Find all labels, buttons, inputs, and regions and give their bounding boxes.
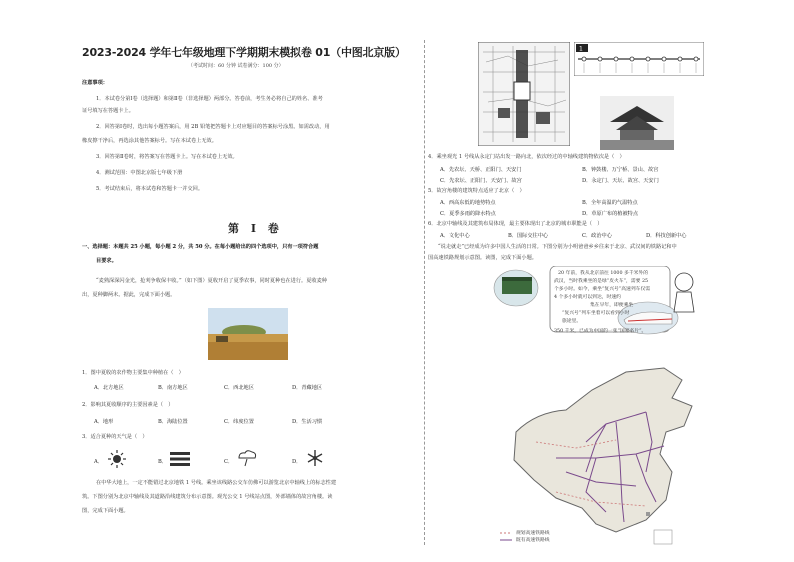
option-a[interactable]: A．西高东低的地势特点 [440,200,496,206]
option-d[interactable]: D．生活习惯 [292,419,323,425]
legend-existing-line: 既有高速铁路线 [516,538,550,543]
bus-route-station-map [574,42,704,76]
option-c[interactable]: C．先农坛、正阳门、天安门、故宫 [440,178,522,184]
snowflake-icon [306,449,324,467]
question-stem: 5．故宫角楼的建筑特点适应了北京（ ） [428,188,525,194]
part-one-instruction: 目要求。 [96,258,117,264]
option-b[interactable]: B． [158,459,167,465]
option-b[interactable]: B．海陆位置 [158,419,188,425]
speech-text: 20 年前，我从北京前往 1000 多千米外的 [558,271,649,276]
option-c[interactable]: C．纬度位置 [224,419,254,425]
question-stem: 1．图中夏收的农作物主要集中种植在（ ） [82,370,184,376]
question-stem: 4．乘坐观光 1 号线从永定门站出发一路向北，依次经过的中轴线建筑物依次是（ ） [428,154,625,160]
option-a[interactable]: A． [94,459,103,465]
notice-line: 证号填写在答题卡上。 [82,108,134,114]
option-d[interactable]: D．永定门、天坛、故宫、天安门 [582,178,659,184]
option-d[interactable]: D． [292,459,302,465]
left-column [78,38,418,558]
notice-line: 橡皮擦干净后，再选涂其他答案标号。写在本试卷上无效。 [82,138,217,144]
material-text: 出，夏种脚两未。据此，完成下面小题。 [82,292,176,298]
speech-text: 个多小时。如今，乘坐“复兴号”高速列车仅需 [554,287,651,292]
material-text: 图，完成下面小题。 [82,508,129,514]
option-a[interactable]: A．地形 [94,419,114,425]
beijing-axis-map [478,42,570,146]
speech-text: 武汉，当时我乘坐的是绿“皮火车”，需要 25 [554,279,649,284]
notice-line: 5．考试结束后，将本试卷和答题卡一并交回。 [96,186,204,192]
column-divider [424,40,425,545]
rain-cloud-icon [236,448,258,468]
speech-text: 旅途里。 [562,319,582,324]
option-b[interactable]: B．国际交往中心 [508,233,549,239]
forbidden-city-corner-tower-photo [600,96,674,150]
speech-text: 350 千米，已成为中国的一张“国家名片”。 [554,329,647,334]
question-stem: 6．北京中轴线及其建筑布局体现，最主要体现出了北京的城市职能是（ ） [428,221,603,227]
exam-subtitle: （考试时间：60 分钟 试卷满分：100 分） [188,63,284,69]
part-one-instruction: 一、选择题：本题共 25 小题，每小题 2 分，共 50 分。在每小题给出的四个选项中，只有一项符合题 [82,244,319,250]
line-number-label: 1 [579,45,583,53]
section-title: 第 Ⅰ 卷 [228,222,283,235]
notice-line: 4．测试范围：中图北京版七年级下册 [96,170,183,176]
fog-icon [170,452,190,466]
option-b[interactable]: B．全年高温的气温特点 [582,200,638,206]
option-c[interactable]: C．西北地区 [224,385,254,391]
option-c[interactable]: C． [224,459,234,465]
option-a[interactable]: A．北方地区 [94,385,124,391]
speech-text: 集在早年，即便乘坐 [590,303,634,308]
question-stem: 2．影响其夏收顺序的主要因素是（ ） [82,402,174,408]
option-b[interactable]: B．南方地区 [158,385,188,391]
option-c[interactable]: C．夏季多雨的降水特点 [440,211,496,217]
notice-heading: 注意事项： [82,80,108,86]
legend-swatches [500,530,514,544]
material-text: “麦熟深深闪金光，抢刈争收保丰收。”（如下图）夏收开启了夏季农事，同时夏种也在进行。夏收麦种 [96,278,327,284]
exam-title: 2023-2024 学年七年级地理下学期期末模拟卷 01（中图北京版） [82,46,406,59]
legend-planned-line: 规划高速铁路线 [516,531,550,536]
notice-line: 3．回答第Ⅱ卷时，将答案写在答题卡上。写在本试卷上无效。 [96,154,238,160]
sunny-icon [108,450,126,468]
material-text: 国高速铁路规划示意图。读图，完成下面小题。 [428,255,537,261]
material-text: “说走就走”已经成为许多中国人生活的日常。下图分别为小明爸爸乡乡往来于北京、武汉间的铁路记和中 [438,244,677,250]
notice-line: 2．回答第Ⅰ卷时，选出每小题答案后，用 2B 铅笔把答题卡上对应题目的答案标号涂黑。如需改动，用 [96,124,330,130]
material-text: 筑。下图分别为北京中轴线及其道路沿线建筑分布示意图。观光公交 1 号线站点图，外部墙体的故宫角楼。读 [82,494,333,500]
option-a[interactable]: A．先农坛、天桥、正阳门、天安门 [440,167,522,173]
option-b[interactable]: B．钟鼓楼、万宁桥、景山、故宫 [582,167,659,173]
option-d[interactable]: D．科技创新中心 [646,233,687,239]
option-a[interactable]: A．文化中心 [440,233,470,239]
notice-line: 1．本试卷分第Ⅰ卷（选择题）和第Ⅱ卷（非选择题）两部分。答卷前，考生务必将自己的姓名、准考 [96,96,323,102]
right-column [428,38,732,558]
option-d[interactable]: D．草原广布的植被特点 [582,211,639,217]
question-stem: 3．适合夏种的天气是（ ） [82,434,148,440]
speech-text: 4 个多小时就可以到达，时速约 [554,295,621,300]
china-high-speed-rail-map [496,362,708,554]
wheat-harvest-photo [208,308,288,360]
speech-text: “复兴号”列车坐着可以看到小时 [562,311,630,316]
option-c[interactable]: C．政治中心 [582,233,612,239]
option-d[interactable]: D．青藏地区 [292,385,323,391]
material-text: 在中华大地上，一定不能错过北京地铁 1 号线。乘坐该线路公交车仿佛可以游览北京中轴线上的标志性建 [96,480,337,486]
